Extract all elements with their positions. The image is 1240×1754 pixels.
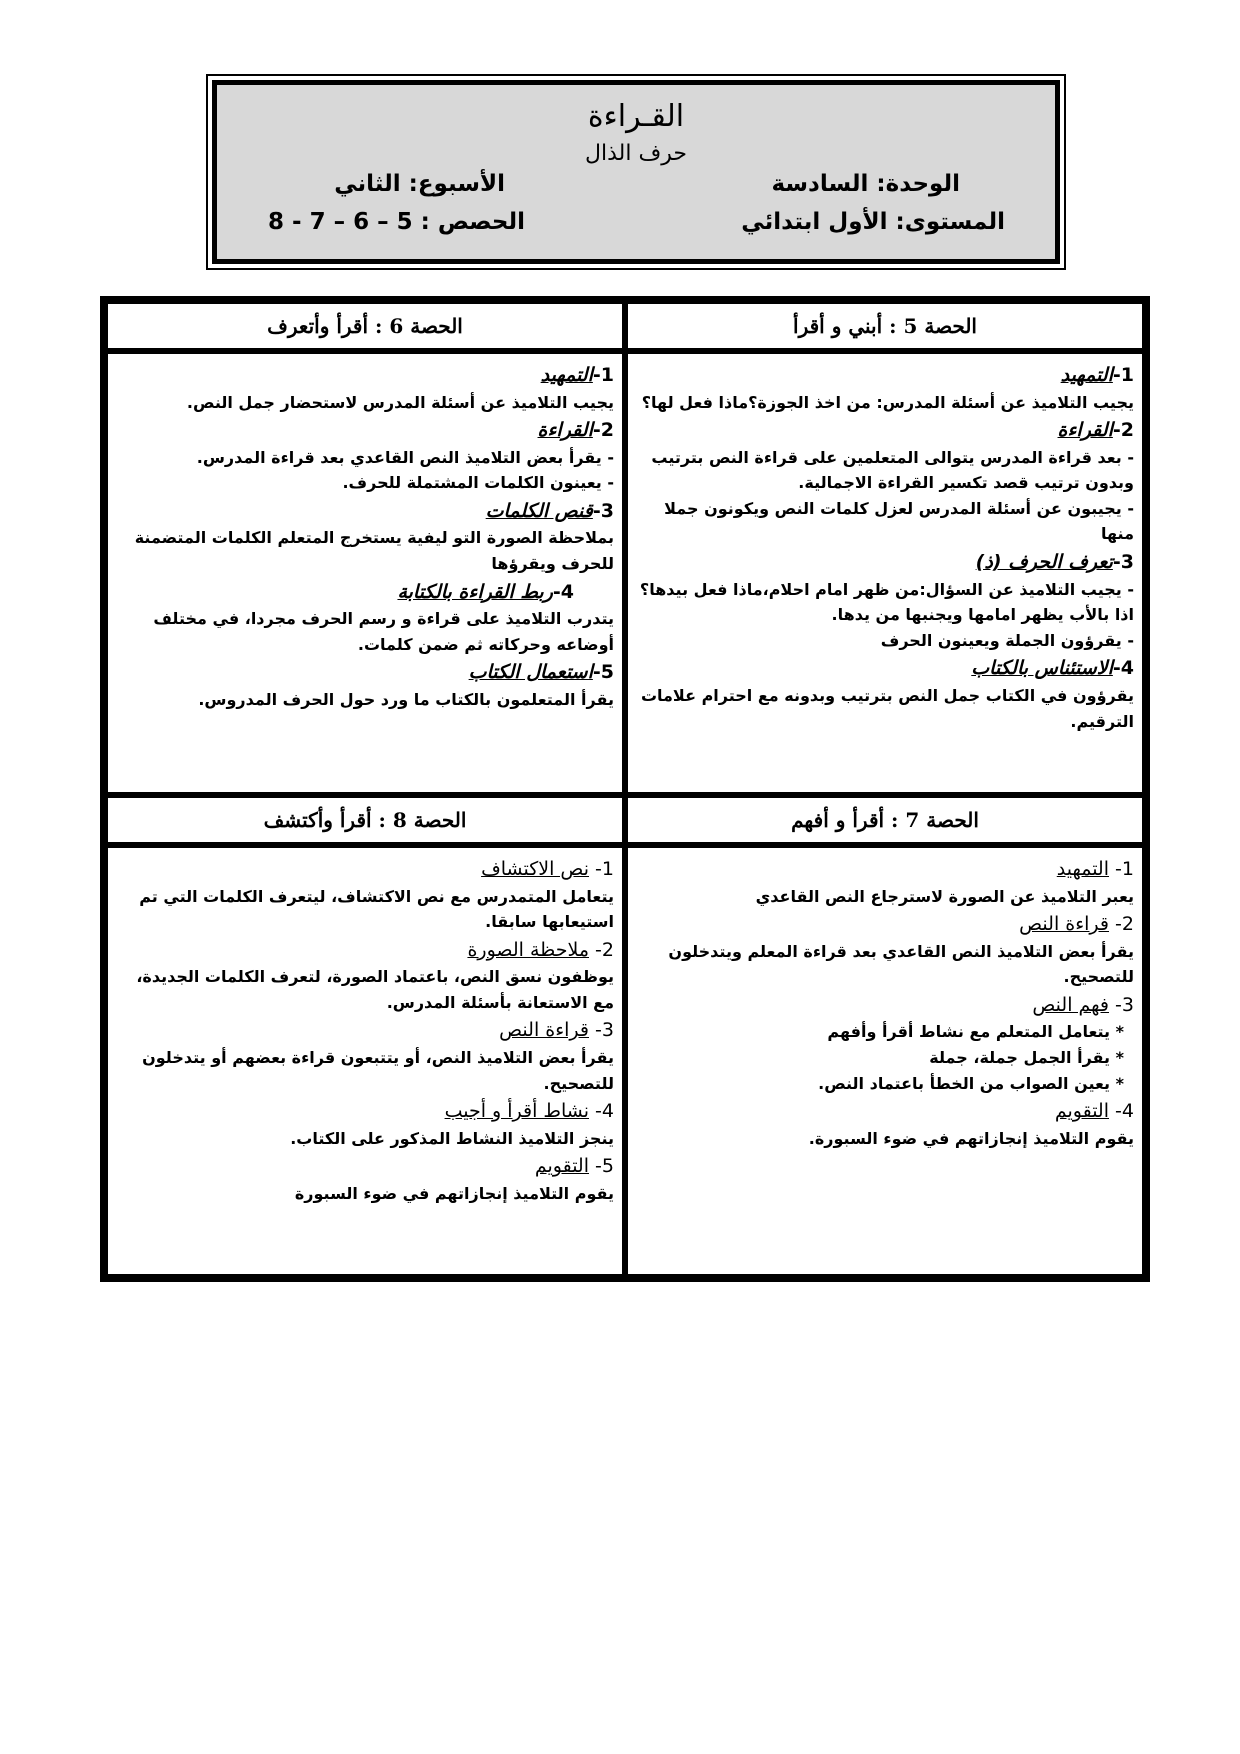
section-text: يقوم التلاميذ إنجازاتهم في ضوء السبورة. [808, 1128, 1134, 1148]
header-panel [212, 80, 1060, 264]
section-number: 5- [592, 661, 614, 684]
section-text: يقرؤون في الكتاب جمل النص بترتيب وبدونه مع احترام علامات الترقيم. [640, 685, 1134, 731]
section-text: يقرأ المتعلمون بالكتاب ما ورد حول الحرف المدروس. [198, 689, 614, 709]
section-text: يقرأ بعض التلاميذ النص القاعدي بعد قراءة المعلم ويتدخلون للتصحيح. [668, 941, 1134, 987]
section-title [116, 659, 614, 687]
section-title [116, 1098, 614, 1126]
section-text: يجيب التلاميذ عن أسئلة المدرس: من اخذ الجوزة؟ماذا فعل لها؟ [641, 392, 1134, 412]
section-number: 2- [595, 938, 614, 961]
section-text: يوظفون نسق النص، باعتماد الصورة، لتعرف الكلمات الجديدة، مع الاستعانة بأسئلة المدرس. [136, 967, 614, 1012]
section-title [636, 856, 1134, 884]
section-heading: التقويم [1054, 1100, 1109, 1123]
session-8-body [107, 847, 623, 1275]
section-heading: تعرف الحرف (ذ) [975, 551, 1113, 574]
section-text: يقوم التلاميذ إنجازاتهم في ضوء السبورة [294, 1183, 614, 1203]
section-heading: قنص الكلمات [485, 499, 593, 522]
section-heading: ملاحظة الصورة [467, 938, 589, 961]
section-heading: التمهيد [1056, 858, 1109, 880]
section-text: يتعامل المتمدرس مع نص الاكتشاف، ليتعرف الكلمات التي تم استيعابها سابقا. [139, 886, 614, 932]
section-text: يقرأ بعض التلاميذ النص، أو يتتبعون قراءة بعضهم أو يتدخلون للتصحيح. [142, 1048, 614, 1093]
periods-label: الحصص : 5 – 6 – 7 - 8 [267, 209, 525, 235]
session-5-body [627, 353, 1143, 793]
section-heading: قراءة النص [1019, 913, 1109, 936]
section-heading: استعمال الكتاب [468, 661, 593, 684]
level-label: المستوى: الأول ابتدائي [741, 209, 1005, 235]
section-title [116, 579, 614, 607]
section-text: * يعين الصواب من الخطأ باعتماد النص. [818, 1073, 1124, 1093]
section-number: 4- [595, 1100, 614, 1123]
section-heading: نص الاكتشاف [481, 858, 589, 880]
section-title [636, 655, 1134, 683]
session-6-body [107, 353, 623, 793]
section-text: * يقرأ الجمل جملة، جملة [929, 1048, 1124, 1068]
section-heading: ربط القراءة بالكتابة [397, 580, 553, 603]
section-heading: الاستئناس بالكتاب [971, 657, 1113, 680]
section-title [636, 1098, 1134, 1126]
section-title [116, 1153, 614, 1181]
section-number: 1- [595, 858, 614, 880]
section-number: 1- [592, 364, 614, 386]
unit-label: الوحدة: السادسة [771, 171, 960, 197]
section-number: 3- [1115, 993, 1134, 1016]
section-heading: فهم النص [1032, 993, 1109, 1016]
section-title [636, 417, 1134, 445]
sessions-table [100, 296, 1150, 1282]
section-text: - يقرأ بعض التلاميذ النص القاعدي بعد قراءة المدرس. [196, 447, 614, 467]
section-number: 4- [1115, 1100, 1134, 1123]
section-title [116, 362, 614, 390]
session-6-heading: الحصة 6 : أقرأ وأتعرف [107, 303, 623, 349]
session-7-body [627, 847, 1143, 1275]
section-number: 3- [595, 1019, 614, 1042]
header-box [206, 74, 1066, 270]
section-heading: التقويم [534, 1155, 589, 1178]
section-title [636, 362, 1134, 390]
section-number: 5- [595, 1155, 614, 1178]
section-title [116, 1017, 614, 1045]
session-5-heading: الحصة 5 : أبني و أقرأ [627, 303, 1143, 349]
section-title [116, 498, 614, 526]
section-heading: نشاط أقرأ و أجيب [444, 1100, 589, 1123]
section-number: 3- [1112, 551, 1134, 574]
lesson-subtitle: حرف الذال [585, 141, 687, 166]
section-number: 4- [552, 580, 574, 603]
section-text: ينجز التلاميذ النشاط المذكور على الكتاب. [290, 1128, 614, 1148]
session-8-heading: الحصة 8 : أقرأ وأكتشف [107, 797, 623, 843]
section-title [116, 417, 614, 445]
sessions-grid [107, 303, 1143, 1275]
section-text: - يقرؤون الجملة ويعينون الحرف [880, 630, 1134, 650]
section-heading: التمهيد [540, 364, 593, 386]
section-number: 4- [1112, 657, 1134, 680]
session-7-heading: الحصة 7 : أقرأ و أفهم [627, 797, 1143, 843]
section-text: يعبر التلاميذ عن الصورة لاسترجاع النص القاعدي [755, 886, 1134, 906]
section-title [116, 856, 614, 884]
section-number: 1- [1115, 858, 1134, 880]
section-text: - يجيبون عن أسئلة المدرس لعزل كلمات النص ويكونون جملا منها [664, 498, 1134, 544]
week-label: الأسبوع: الثاني [334, 171, 505, 197]
section-heading: القراءة [1057, 419, 1113, 442]
section-title [636, 549, 1134, 577]
section-number: 3- [592, 499, 614, 522]
lesson-title: القـراءة [587, 99, 685, 134]
section-title [636, 992, 1134, 1020]
section-text: يتدرب التلاميذ على قراءة و رسم الحرف مجردا، في مختلف أوضاعه وحركاته ثم ضمن كلمات. [153, 609, 614, 654]
section-number: 2- [1112, 419, 1134, 442]
section-heading: قراءة النص [499, 1019, 589, 1042]
section-text: بملاحظة الصورة التو ليفية يستخرج المتعلم الكلمات المتضمنة للحرف ويقرؤها [134, 528, 614, 574]
section-text: * يتعامل المتعلم مع نشاط أقرأ وأفهم [827, 1022, 1124, 1042]
section-number: 1- [1112, 364, 1134, 386]
section-number: 2- [592, 419, 614, 442]
section-heading: التمهيد [1060, 364, 1113, 386]
section-title [636, 911, 1134, 939]
section-number: 2- [1115, 913, 1134, 936]
section-text: - بعد قراءة المدرس يتوالى المتعلمين على قراءة النص بترتيب وبدون ترتيب قصد تكسير القراءة الاجمالية. [651, 447, 1134, 493]
section-text: يجيب التلاميذ عن أسئلة المدرس لاستحضار جمل النص. [186, 392, 614, 412]
section-heading: القراءة [537, 419, 593, 442]
section-title [116, 937, 614, 965]
section-text: - يجيب التلاميذ عن السؤال:من ظهر امام احلام،ماذا فعل بيدها؟ اذا بالأب يظهر امامها ويجنبها من يدها. [639, 579, 1134, 625]
section-text: - يعينون الكلمات المشتملة للحرف. [342, 473, 614, 493]
